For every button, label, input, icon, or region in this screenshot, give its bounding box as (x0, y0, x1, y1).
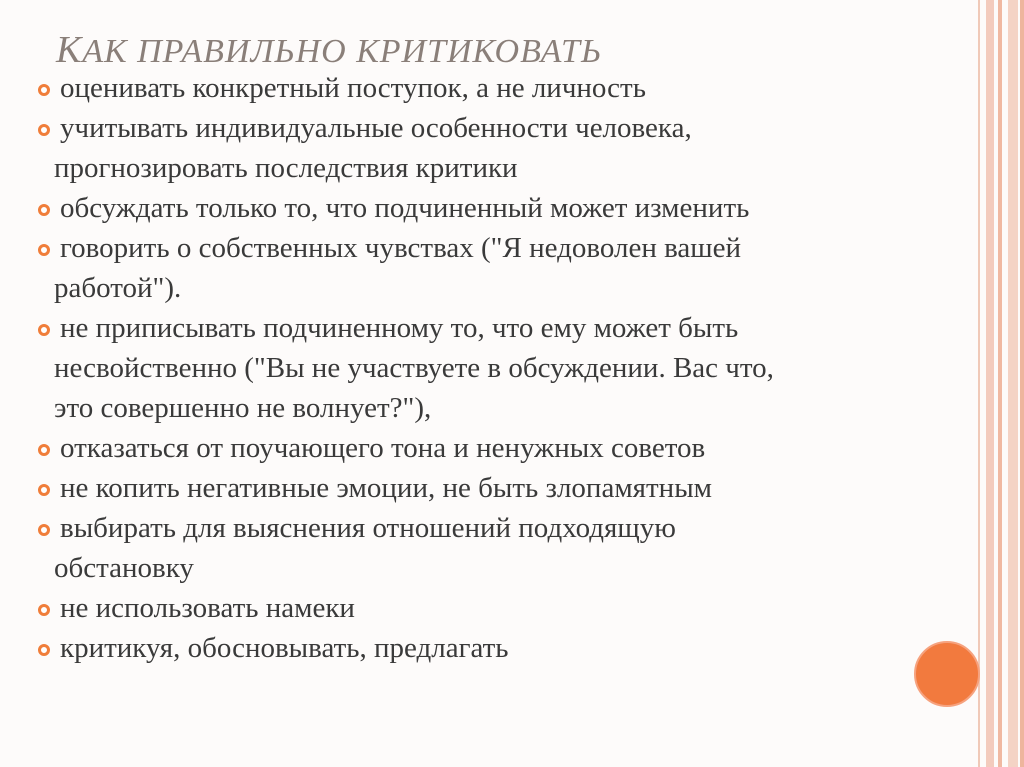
list-item (34, 468, 994, 508)
decorative-stripe (1020, 0, 1024, 767)
title-rest: АК ПРАВИЛЬНО КРИТИКОВАТЬ (82, 33, 603, 70)
list-item (34, 628, 994, 668)
item-text: учитывать индивидуальные особенности человека, (60, 112, 692, 144)
ring-bullet-icon (38, 524, 50, 536)
ring-bullet-icon (38, 204, 50, 216)
item-text: не использовать намеки (60, 592, 355, 624)
decorative-stripe (998, 0, 1002, 767)
item-text: критикуя, обосновывать, предлагать (60, 632, 509, 664)
ring-bullet-icon (38, 644, 50, 656)
list-item (34, 308, 994, 428)
item-text: не копить негативные эмоции, не быть злопамятным (60, 472, 713, 504)
slide-title (56, 28, 602, 72)
ring-bullet-icon (38, 604, 50, 616)
item-text: обсуждать только то, что подчиненный может изменить (60, 192, 750, 224)
item-text: выбирать для выяснения отношений подходящую (60, 512, 676, 544)
item-text-continued: прогнозировать последствия критики (54, 152, 518, 184)
list-item (34, 68, 994, 108)
item-text-continued: работой"). (54, 272, 182, 304)
list-item (34, 588, 994, 628)
ring-bullet-icon (38, 444, 50, 456)
ring-bullet-icon (38, 324, 50, 336)
item-text: отказаться от поучающего тона и ненужных советов (60, 432, 706, 464)
ring-bullet-icon (38, 244, 50, 256)
list-item (34, 428, 994, 468)
item-text: оценивать конкретный поступок, а не личность (60, 72, 646, 104)
title-first-letter: К (56, 29, 83, 71)
ring-bullet-icon (38, 84, 50, 96)
list-item (34, 108, 994, 188)
ring-bullet-icon (38, 124, 50, 136)
list-item (34, 228, 994, 308)
item-text-continued: обстановку (54, 552, 194, 584)
item-text-continued: несвойственно ("Вы не участвуете в обсуждении. Вас что, (54, 352, 774, 384)
decorative-stripe (1008, 0, 1018, 767)
item-text: не приписывать подчиненному то, что ему может быть (60, 312, 739, 344)
list-item (34, 188, 994, 228)
ring-bullet-icon (38, 484, 50, 496)
bullet-list (34, 68, 994, 668)
item-text: говорить о собственных чувствах ("Я недоволен вашей (60, 232, 741, 264)
item-text-continued: это совершенно не волнует?"), (54, 392, 432, 424)
orange-circle-decoration (914, 641, 980, 707)
list-item (34, 508, 994, 588)
